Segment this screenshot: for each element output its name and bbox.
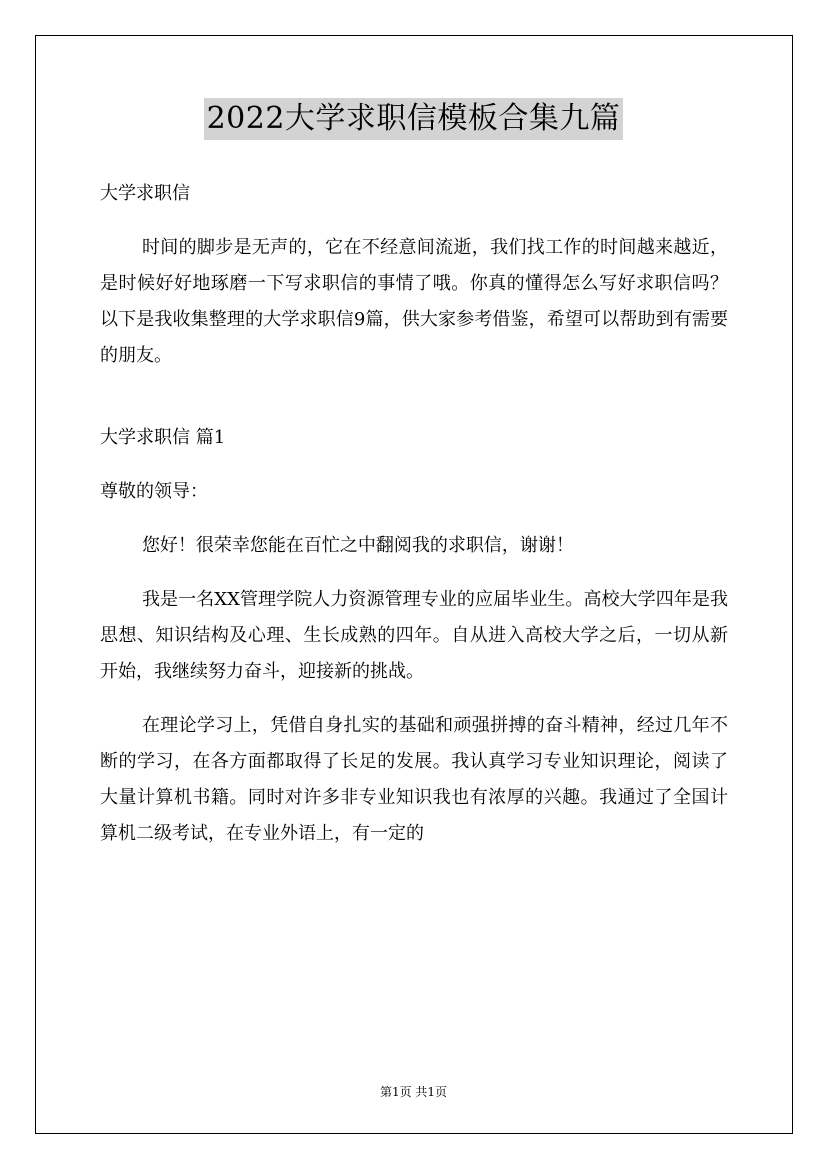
document-title: 2022大学求职信模板合集九篇	[204, 98, 624, 140]
intro-paragraph: 时间的脚步是无声的，它在不经意间流逝，我们找工作的时间越来越近，是时候好好地琢磨一下写求职信的事情了哦。你真的懂得怎么写好求职信吗？以下是我收集整理的大学求职信9篇，供大家参考借鉴，希望可以帮助到有需要的朋友。	[100, 237, 728, 366]
page-footer: 第1页 共1页	[379, 1085, 448, 1099]
body-paragraph-2: 我是一名XX管理学院人力资源管理专业的应届毕业生。高校大学四年是我思想、知识结构及心理、生长成熟的四年。自从进入高校大学之后，一切从新开始，我继续努力奋斗，迎接新的挑战。	[100, 589, 728, 682]
salutation: 尊敬的领导：	[100, 481, 208, 502]
title-container	[0, 98, 827, 140]
intro-heading: 大学求职信	[100, 183, 190, 204]
body-paragraph-1: 您好！很荣幸您能在百忙之中翻阅我的求职信，谢谢！	[141, 535, 574, 556]
document-body	[100, 176, 728, 852]
body-paragraph-3: 在理论学习上，凭借自身扎实的基础和顽强拼搏的奋斗精神，经过几年不断的学习，在各方面都取得了长足的发展。我认真学习专业知识理论，阅读了大量计算机书籍。同时对许多非专业知识我也有浓厚的兴趣。我通过了全国计算机二级考试，在专业外语上，有一定的	[100, 715, 728, 844]
section-heading: 大学求职信 篇1	[100, 427, 226, 448]
